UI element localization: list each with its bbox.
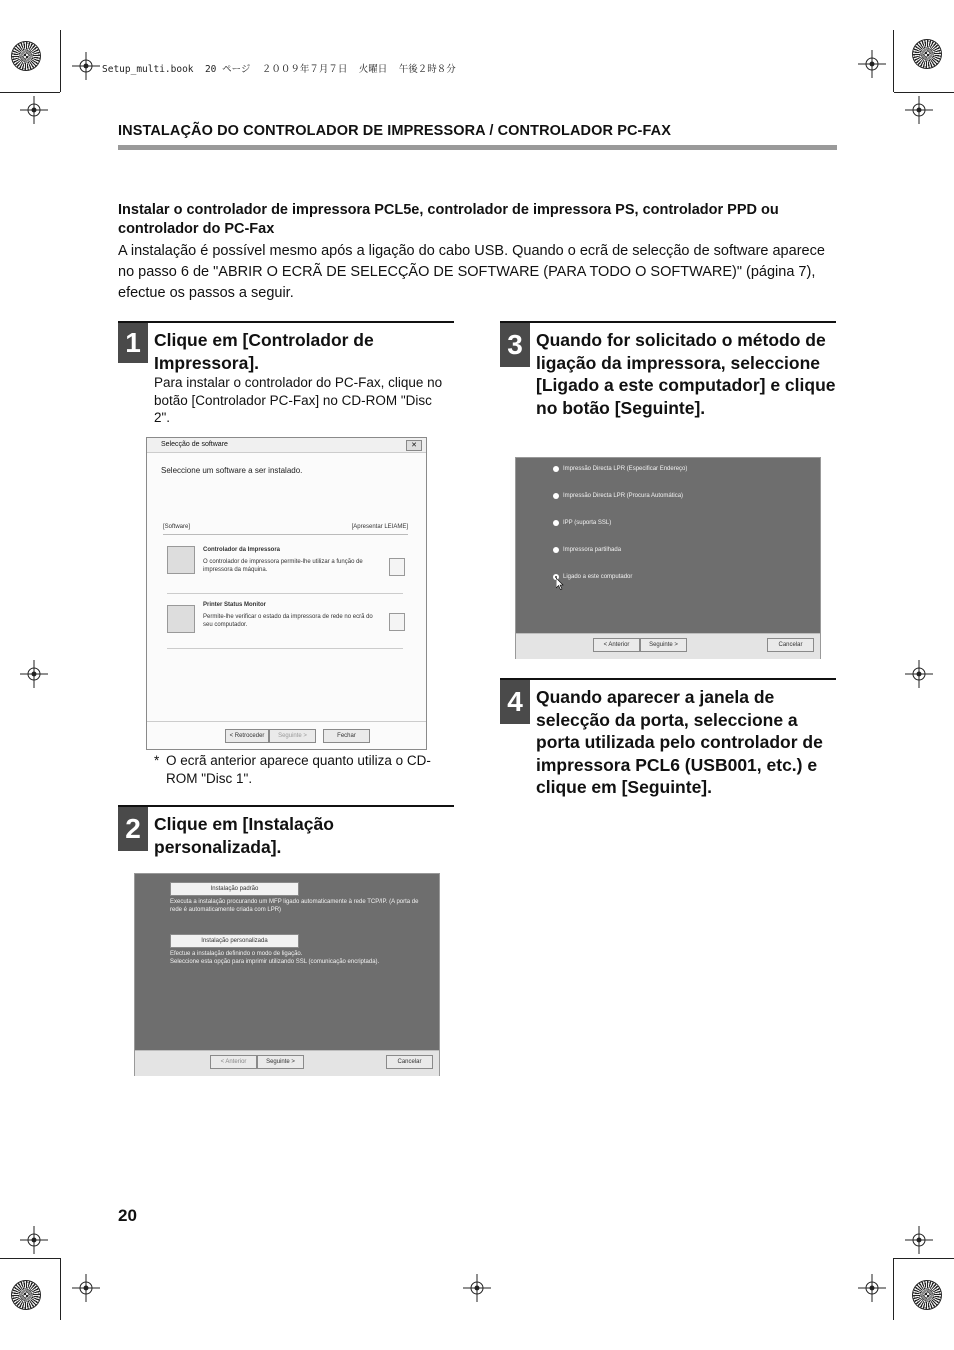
running-header: INSTALAÇÃO DO CONTROLADOR DE IMPRESSORA / CONTROLADOR PC-FAX [118,123,671,139]
printer-driver-icon[interactable] [167,546,195,574]
next-button[interactable]: Seguinte > [269,729,316,743]
registration-mark-icon [20,1226,48,1254]
software-item-desc: Permite-lhe verificar o estado da impressora de rede no ecrã do seu computador. [203,614,373,628]
connection-option: IPP (suporta SSL) [563,520,612,526]
color-target-icon [12,42,40,70]
software-selection-screenshot [146,437,427,750]
connection-option: Ligado a este computador [563,574,633,580]
step-number: 2 [118,807,148,851]
connection-option: Impressora partilhada [563,547,622,553]
next-button[interactable]: Seguinte > [640,638,687,652]
footnote-mark: * [154,753,160,768]
window-title: Selecção de software [161,441,228,448]
footnote: O ecrã anterior aparece quanto utiliza o CD-ROM "Disc 1". [166,753,431,786]
section-title: Instalar o controlador de impressora PCL5e, controlador de impressora PS, controlador PPD ou controlador do PC-Fax [118,202,779,237]
mouse-cursor-icon [556,578,564,590]
cancel-button[interactable]: Cancelar [767,638,814,652]
step-number: 1 [118,323,148,363]
software-column-label: [Software] [163,524,191,530]
custom-install-button[interactable]: Instalação personalizada [170,934,299,948]
registration-mark-icon [72,1274,100,1302]
step-title: Clique em [Instalação personalizada]. [154,814,334,857]
radio-lpr-address[interactable] [553,466,559,472]
custom-install-desc: Efectue a instalação definindo o modo de ligação. Seleccione esta opção para imprimir utilizando SSL (comunicação encriptada). [170,951,380,965]
close-icon[interactable]: ✕ [406,440,422,451]
step-title: Quando aparecer a janela de selecção da porta, seleccione a porta utilizada pelo controlador de impressora PCL6 (USB001, etc.) e clique em [Seguinte]. [536,687,823,797]
registration-mark-icon [20,96,48,124]
readme-doc-icon[interactable] [389,558,405,576]
readme-column-label: [Apresentar LEIAME] [351,524,408,530]
registration-mark-icon [463,1274,491,1302]
registration-mark-icon [858,1274,886,1302]
installation-type-screenshot [134,873,440,1076]
step-title: Quando for solicitado o método de ligação da impressora, seleccione [Ligado a este computador] e clique no botão [Seguinte]. [536,330,836,418]
color-target-icon [12,1281,40,1309]
registration-mark-icon [905,96,933,124]
step-number: 4 [500,680,530,724]
step-rule [500,321,836,323]
step-rule [118,321,454,323]
color-target-icon [913,1281,941,1309]
previous-button[interactable]: < Anterior [210,1055,257,1069]
step-title: Clique em [Controlador de Impressora]. [154,330,374,373]
radio-ipp[interactable] [553,520,559,526]
header-rule [118,145,837,150]
software-item-name[interactable]: Printer Status Monitor [203,602,267,608]
connection-method-screenshot [515,457,821,659]
registration-mark-icon [20,660,48,688]
connection-option: Impressão Directa LPR (Procura Automática) [563,493,684,499]
readme-doc-icon[interactable] [389,613,405,631]
registration-mark-icon [72,52,100,80]
standard-install-button[interactable]: Instalação padrão [170,882,299,896]
dialog-prompt: Seleccione um software a ser instalado. [161,466,303,475]
radio-shared[interactable] [553,547,559,553]
next-button[interactable]: Seguinte > [257,1055,304,1069]
previous-button[interactable]: < Anterior [593,638,640,652]
radio-lpr-auto[interactable] [553,493,559,499]
step-number: 3 [500,323,530,367]
registration-mark-icon [905,660,933,688]
slug-line: Setup_multi.book 20 ページ ２００９年７月７日 火曜日 午後２時８分 [102,64,456,75]
back-button[interactable]: < Retroceder [225,729,269,743]
standard-install-desc: Executa a instalação procurando um MFP ligado automaticamente à rede TCP/IP. (A porta de rede é automaticamente criada com LPR) [170,899,419,913]
registration-mark-icon [905,1226,933,1254]
step-rule [500,678,836,680]
window-titlebar [147,438,426,453]
software-item-desc: O controlador de impressora permite-lhe utilizar a função de impressora da máquina. [203,559,363,573]
close-button[interactable]: Fechar [323,729,370,743]
page-number: 20 [118,1206,137,1225]
cancel-button[interactable]: Cancelar [386,1055,433,1069]
color-target-icon [913,40,941,68]
step-note: Para instalar o controlador do PC-Fax, clique no botão [Controlador PC-Fax] no CD-ROM "Disc 2". [154,375,443,425]
connection-option: Impressão Directa LPR (Especificar Endereço) [563,466,688,472]
step-rule [118,805,454,807]
status-monitor-icon[interactable] [167,605,195,633]
registration-mark-icon [858,50,886,78]
software-item-name[interactable]: Controlador da Impressora [203,547,281,553]
intro-paragraph: A instalação é possível mesmo após a ligação do cabo USB. Quando o ecrã de selecção de software aparece no passo 6 de "ABRIR O ECRÃ DE SELECÇÃO DE SOFTWARE (PARA TODO O SOFTWARE)" (página 7), efectue os passos a seguir. [118,243,825,301]
